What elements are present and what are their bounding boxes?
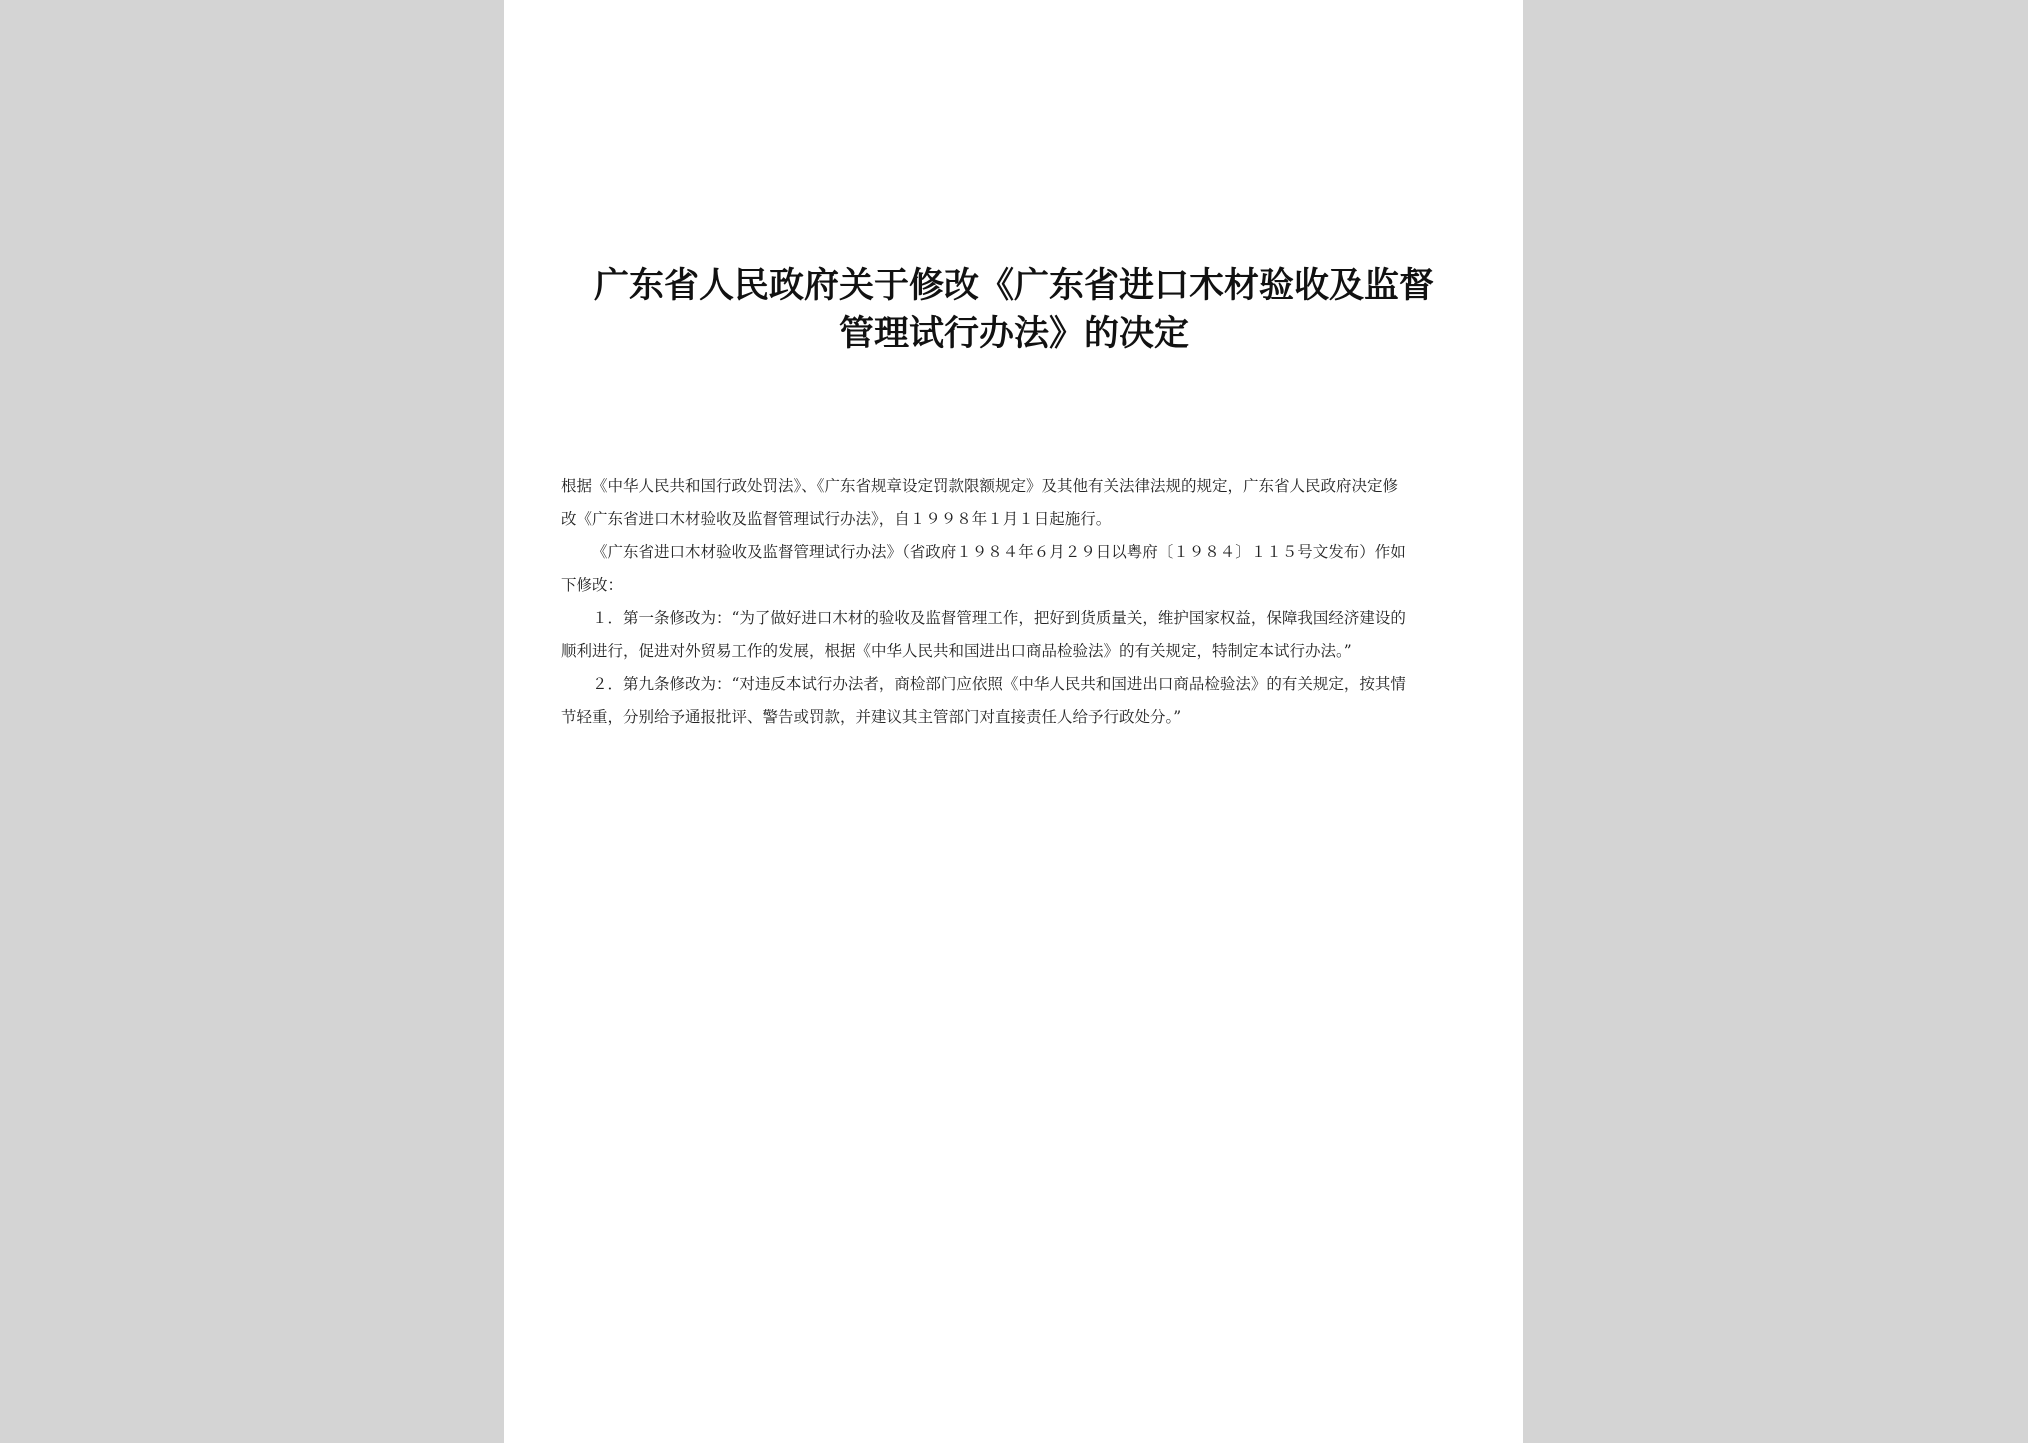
body-line: 改《广东省进口木材验收及监督管理试行办法》，自１９９８年１月１日起施行。 (561, 510, 1112, 528)
body-line: 顺利进行，促进对外贸易工作的发展，根据《中华人民共和国进出口商品检验法》的有关规定，特制定本试行办法。” (561, 642, 1352, 660)
body-line: ２．第九条修改为：“对违反本试行办法者，商检部门应依照《中华人民共和国进出口商品检验法》的有关规定，按其情 (592, 675, 1406, 693)
body-line: 《广东省进口木材验收及监督管理试行办法》（省政府１９８４年６月２９日以粤府〔１９８４〕１１５号文发布）作如 (592, 543, 1406, 561)
document-title (554, 262, 1474, 358)
title-line-2: 管理试行办法》的决定 (838, 313, 1189, 354)
body-line: 节轻重，分别给予通报批评、警告或罚款，并建议其主管部门对直接责任人给予行政处分。” (561, 708, 1182, 726)
document-page (504, 0, 1523, 1443)
title-line-1: 广东省人民政府关于修改《广东省进口木材验收及监督 (593, 265, 1434, 306)
body-line: 根据《中华人民共和国行政处罚法》、《广东省规章设定罚款限额规定》及其他有关法律法规的规定，广东省人民政府决定修 (561, 477, 1399, 495)
body-line: １．第一条修改为：“为了做好进口木材的验收及监督管理工作，把好到货质量关，维护国家权益，保障我国经济建设的 (592, 609, 1406, 627)
document-body (561, 470, 1469, 734)
body-line: 下修改： (561, 576, 624, 594)
